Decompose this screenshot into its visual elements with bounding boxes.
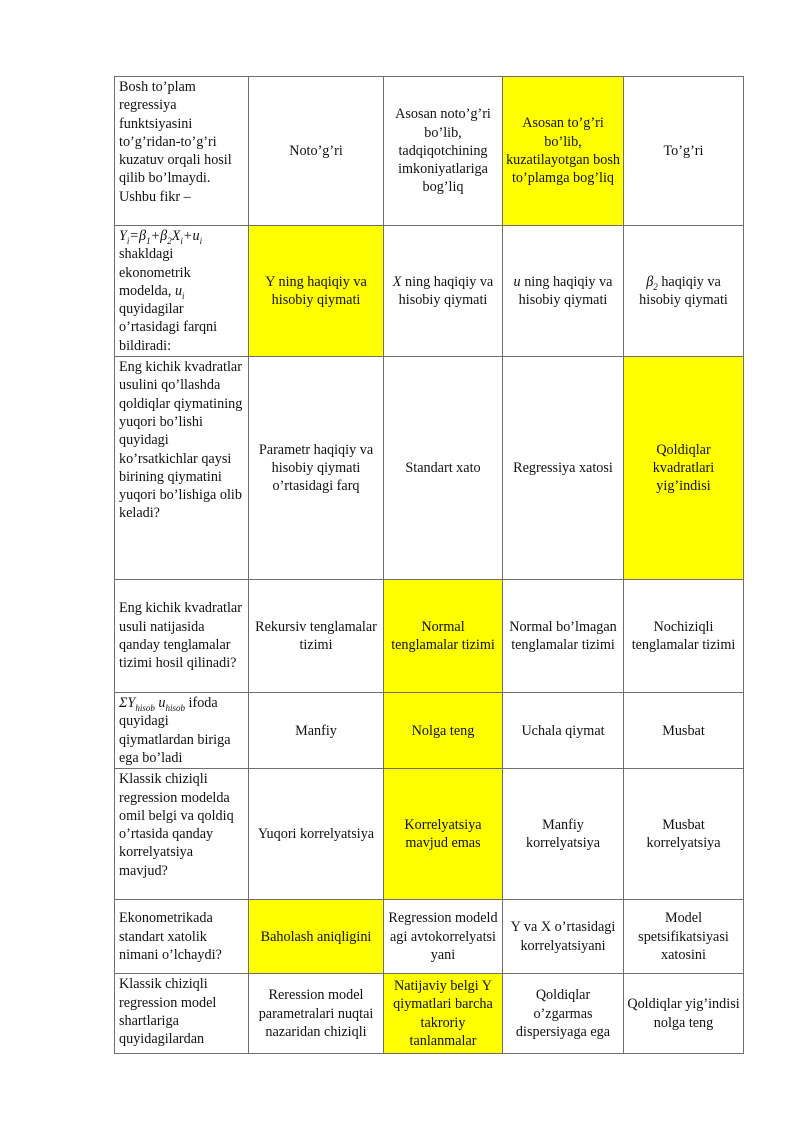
option-cell: Manfiy korrelyatsiya xyxy=(503,769,624,900)
option-cell: Normal bo’lmagan tenglamalar tizimi xyxy=(503,580,624,693)
option-cell: Standart xato xyxy=(384,357,503,580)
option-cell: To’g’ri xyxy=(624,77,744,226)
option-cell: Parametr haqiqiy va hisobiy qiymati o’rtasidagi farq xyxy=(249,357,384,580)
correct-option-cell: Korrelyatsiya mavjud emas xyxy=(384,769,503,900)
table-row xyxy=(115,974,744,1054)
option-cell: Uchala qiymat xyxy=(503,693,624,769)
correct-option-cell: Qoldiqlar kvadratlari yig’indisi xyxy=(624,357,744,580)
option-cell: Qoldiqlar yig’indisi nolga teng xyxy=(624,974,744,1054)
option-cell: Noto’g’ri xyxy=(249,77,384,226)
option-cell: Y va X o’rtasidagi korrelyatsiyani xyxy=(503,900,624,974)
option-cell: Regression modeldagi avtokorrelyatsiyani xyxy=(384,900,503,974)
table-row xyxy=(115,357,744,580)
option-text: haqiqiy va hisobiy qiymati xyxy=(639,273,728,309)
option-cell: Rekursiv tenglamalar tizimi xyxy=(249,580,384,693)
option-cell: Qoldiqlar o’zgarmas dispersiyaga ega xyxy=(503,974,624,1054)
table-row xyxy=(115,900,744,974)
option-text: ning haqiqiy va hisobiy qiymati xyxy=(518,273,613,309)
table-row xyxy=(115,580,744,693)
option-cell: Model spetsifikatsiyasi xatosini xyxy=(624,900,744,974)
correct-option-cell: Y ning haqiqiy va hisobiy qiymati xyxy=(249,226,384,357)
correct-option-cell: Baholash aniqligini xyxy=(249,900,384,974)
formula: $Y_i=\beta_1+\beta_2X_i+u_i$ xyxy=(119,228,203,246)
option-cell: Nochiziqli tenglamalar tizimi xyxy=(624,580,744,693)
quiz-table xyxy=(114,76,744,1054)
option-cell: Musbat korrelyatsiya xyxy=(624,769,744,900)
question-cell: Eng kichik kvadratlar usulini qo’llashda qoldiqlar qiymatining yuqori bo’lishi quyidagi ko’rsatkichlar qaysi birining qiymatini yuqori bo’lishiga olib keladi? xyxy=(115,357,249,580)
option-cell: $\beta_2$ haqiqiy va hisobiy qiymati xyxy=(624,226,744,357)
option-cell: u ning haqiqiy va hisobiy qiymati xyxy=(503,226,624,357)
option-cell: Yuqori korrelyatsiya xyxy=(249,769,384,900)
table-row xyxy=(115,226,744,357)
correct-option-cell: Natijaviy belgi Y qiymatlari barcha takroriy tanlanmalar xyxy=(384,974,503,1054)
question-cell: Ekonometrikada standart xatolik nimani o’lchaydi? xyxy=(115,900,249,974)
question-cell: Klassik chiziqli regression model shartlariga quyidagilardan xyxy=(115,974,249,1054)
option-cell: Regressiya xatosi xyxy=(503,357,624,580)
table-row xyxy=(115,769,744,900)
question-cell: $Y_i=\beta_1+\beta_2X_i+u_i$ shakldagi ekonometrik modelda, $u_i$ quyidagilar o’rtasidagi farqni bildiradi: xyxy=(115,226,249,357)
correct-option-cell: Nolga teng xyxy=(384,693,503,769)
table-row xyxy=(115,77,744,226)
question-cell: Klassik chiziqli regression modelda omil belgi va qoldiq o’rtasida qanday korrelyatsiya mavjud? xyxy=(115,769,249,900)
option-cell: Manfiy xyxy=(249,693,384,769)
option-cell: Musbat xyxy=(624,693,744,769)
option-cell: Reression model parametralari nuqtai nazaridan chiziqli xyxy=(249,974,384,1054)
option-text: ning haqiqiy va hisobiy qiymati xyxy=(398,273,494,309)
question-cell: $\Sigma Y_{hisob}$ $u_{hisob}$ ifoda quyidagi qiymatlardan biriga ega bo’ladi xyxy=(115,693,249,769)
correct-option-cell: Asosan to’g’ri bo’lib, kuzatilayotgan bosh to’plamga bog’liq xyxy=(503,77,624,226)
question-cell: Eng kichik kvadratlar usuli natijasida qanday tenglamalar tizimi hosil qilinadi? xyxy=(115,580,249,693)
question-cell: Bosh to’plam regressiya funktsiyasini to’g’ridan-to’g’ri kuzatuv orqali hosil qilib bo’lmaydi. Ushbu fikr – xyxy=(115,77,249,226)
correct-option-cell: Normal tenglamalar tizimi xyxy=(384,580,503,693)
option-cell: Asosan noto’g’ri bo’lib, tadqiqotchining imkoniyatlariga bog’liq xyxy=(384,77,503,226)
table-row xyxy=(115,693,744,769)
option-cell: X ning haqiqiy va hisobiy qiymati xyxy=(384,226,503,357)
